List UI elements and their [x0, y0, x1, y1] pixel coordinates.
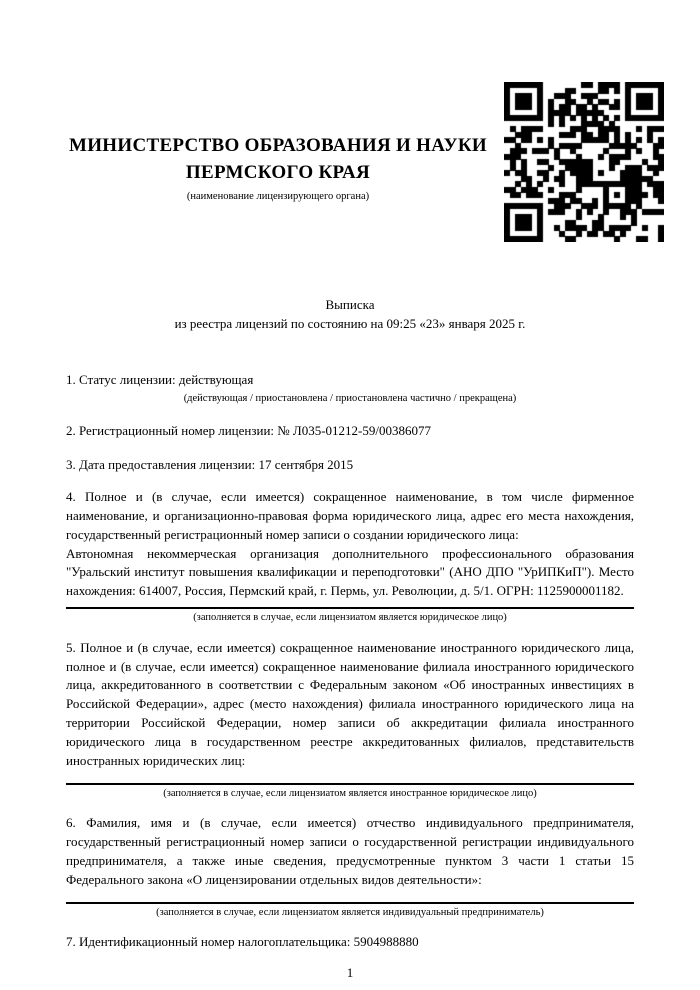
authority-caption: (наименование лицензирующего органа) — [186, 191, 370, 203]
license-date-text: 3. Дата предоставления лицензии: 17 сентября 2015 — [66, 457, 354, 473]
section-taxpayer-number — [66, 933, 634, 952]
legal-entity-caption: (заполняется в случае, если лицензиатом является юридическое лицо) — [193, 612, 507, 624]
registration-number-text: 2. Регистрационный номер лицензии: № Л035-01212-59/00386077 — [66, 423, 432, 439]
foreign-entity-caption: (заполняется в случае, если лицензиатом является иностранное юридическое лицо) — [163, 787, 537, 799]
page-footer — [66, 964, 634, 983]
authority-name-line2: ПЕРМСКОГО КРАЯ — [185, 161, 371, 183]
license-status-text: 1. Статус лицензии: действующая — [66, 371, 254, 387]
legal-entity-statement: 4. Полное и (в случае, если имеется) сокращенное наименование, в том числе фирменное наименование, и организационно-правовая форма юридического лица, адрес его места нахождения, государственный регистрационный номер записи о создании юридического лица: — [66, 489, 634, 542]
document-title-line1: Выписка — [325, 297, 375, 313]
section-registration-number — [66, 422, 634, 441]
fill-line-divider — [66, 607, 634, 609]
license-status-caption: (действующая / приостановлена / приостановлена частично / прекращена) — [183, 392, 517, 404]
fill-line-divider — [66, 902, 634, 904]
qr-code-icon — [504, 82, 664, 242]
individual-entrepreneur-caption: (заполняется в случае, если лицензиатом является индивидуальный предприниматель) — [156, 906, 544, 918]
section-foreign-entity — [66, 639, 634, 802]
fill-line-divider — [66, 783, 634, 785]
section-individual-entrepreneur — [66, 814, 634, 920]
section-legal-entity — [66, 488, 634, 626]
foreign-entity-statement: 5. Полное и (в случае, если имеется) сокращенное наименование иностранного юридического лица, полное и (в случае, если имеется) сокращенное наименование филиала иностранного юридического лица, аккредитованного в соответствии с Федеральным законом «Об иностранных инвестициях в Российской Федерации», адрес (место нахождения) филиала иностранного юридического лица на территории Российской Федерации, номер записи об аккредитации филиала иностранного юридического лица в государственном реестре аккредитованных филиалов, представительств иностранных юридических лиц: — [66, 639, 634, 768]
taxpayer-number-text: 7. Идентификационный номер налогоплательщика: 5904988880 — [66, 934, 419, 950]
document-title-line2: из реестра лицензий по состоянию на 09:25 «23» января 2025 г. — [174, 315, 526, 331]
document-title — [66, 296, 634, 332]
legal-entity-value: Автономная некоммерческая организация дополнительного профессионального образования "Уральский институт повышения квалификации и переподготовки" (АНО ДПО "УрИПКиП"). Место нахождения: 614007, Россия, Пермский край, г. Пермь, ул. Революции, д. 5/1. ОГРН: 1125900001182. — [66, 545, 634, 599]
page-number: 1 — [346, 965, 354, 981]
individual-entrepreneur-statement: 6. Фамилия, имя и (в случае, если имеется) отчество индивидуального предпринимателя, государственный регистрационный номер записи о государственной регистрации индивидуального предпринимателя, а также иные сведения, предусмотренные пунктом 3 части 1 статьи 15 Федерального закона «О лицензировании отдельных видов деятельности»: — [66, 815, 634, 887]
licensing-authority-header — [66, 133, 490, 204]
authority-name-line1: МИНИСТЕРСТВО ОБРАЗОВАНИЯ И НАУКИ — [68, 135, 488, 156]
section-license-date — [66, 456, 634, 475]
section-license-status — [66, 371, 634, 407]
